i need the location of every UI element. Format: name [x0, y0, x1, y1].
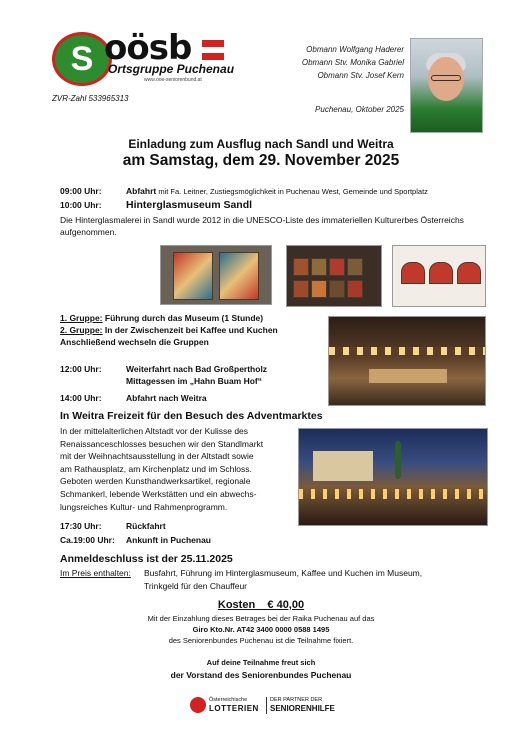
group-1: 1. Gruppe: Führung durch das Museum (1 Stunde): [60, 313, 264, 323]
included-items-2: Trinkgeld für den Chauffeur: [144, 581, 248, 591]
seniorenbund-logo-emblem: [52, 32, 112, 86]
austria-flag-icon: [202, 40, 224, 60]
arrival-puchenau: Ankunft in Puchenau: [126, 535, 211, 545]
logo-wordmark: oösb: [104, 28, 192, 68]
photo-advent-market: [298, 428, 488, 526]
registration-deadline: Anmeldeschluss ist der 25.11.2025: [60, 553, 233, 565]
onward-journey: Weiterfahrt nach Bad Großpertholz: [126, 364, 268, 374]
photo-museum-wall: [286, 245, 382, 307]
museum-heading: Hinterglasmuseum Sandl: [126, 199, 253, 211]
obmann-photo: [410, 38, 483, 133]
obmann-line-2: Obmann Stv. Monika Gabriel: [301, 58, 404, 67]
closing-line-2: der Vorstand des Seniorenbundes Puchenau: [170, 670, 352, 680]
photo-restaurant-hall: [328, 316, 486, 406]
invitation-date: am Samstag, dem 29. November 2025: [122, 152, 400, 169]
departure-line: Abfahrt mit Fa. Leitner, Zustiegsmöglichkeit in Puchenau West, Gemeinde und Sportplatz: [126, 186, 428, 196]
logo-url: www.ooe-seniorenbund.at: [144, 77, 202, 83]
advent-description: In der mittelalterlichen Altstadt vor der Kulisse des Renaissanceschlosses besuchen wir den Standlmarkt mit der Weihnachtsausstellung in der Altstadt sowie am Rathausplatz, am Kirchenplatz und im Schloss. Geboten werden Kunsthandwerksartikel, regionale Schmankerl, lebende Werkstätten und ein abwechs- lungsreiches Kultur- und Rahmenprogramm.: [60, 426, 264, 512]
photo-painted-panels: [392, 245, 486, 307]
departure-weitra: Abfahrt nach Weitra: [126, 393, 207, 403]
groups-switch: Anschließend wechseln die Gruppen: [60, 337, 209, 347]
footer-divider: [266, 697, 267, 714]
time-1900: Ca.19:00 Uhr:: [60, 535, 115, 545]
closing-line-1: Auf deine Teilnahme freut sich: [206, 658, 316, 667]
seniorenhilfe-label: SENIORENHILFE: [270, 704, 335, 713]
photo-hinterglas-paintings: [160, 245, 272, 305]
advent-heading: In Weitra Freizeit für den Besuch des Adventmarktes: [60, 410, 323, 422]
time-1730: 17:30 Uhr:: [60, 521, 102, 531]
time-1000: 10:00 Uhr:: [60, 200, 102, 210]
lotterien-name: LOTTERIEN: [209, 704, 259, 713]
return-trip: Rückfahrt: [126, 521, 166, 531]
logo-initial: S: [70, 40, 94, 78]
included-label: Im Preis enthalten:: [60, 568, 131, 578]
obmann-line-1: Obmann Wolfgang Haderer: [306, 45, 404, 54]
zvr-number: ZVR-Zahl 533965313: [52, 94, 129, 103]
partner-label: DER PARTNER DER: [270, 697, 323, 703]
time-1200: 12:00 Uhr:: [60, 364, 102, 374]
time-1400: 14:00 Uhr:: [60, 393, 102, 403]
lotterien-top-left: Österreichische: [209, 697, 248, 703]
bank-account: Giro Kto.Nr. AT42 3400 0000 0588 1495: [192, 625, 330, 634]
group-2: 2. Gruppe: In der Zwischenzeit bei Kaffee und Kuchen: [60, 325, 278, 335]
time-0900: 09:00 Uhr:: [60, 186, 102, 196]
payment-line-3: des Seniorenbundes Puchenau ist die Teilnahme fixiert.: [168, 636, 354, 645]
obmann-line-3: Obmann Stv. Josef Kern: [317, 71, 404, 80]
cost: Kosten € 40,00: [217, 599, 305, 611]
payment-line-1: Mit der Einzahlung dieses Betrages bei der Raika Puchenau auf das: [147, 614, 375, 623]
place-date: Puchenau, Oktober 2025: [315, 105, 404, 114]
lotterien-logo-icon: [190, 697, 206, 713]
lunch: Mittagessen im „Hahn Buam Hof“: [126, 376, 263, 386]
logo-subtitle: Ortsgruppe Puchenau: [108, 62, 235, 76]
included-items: Busfahrt, Führung im Hinterglasmuseum, Kaffee und Kuchen im Museum,: [144, 568, 423, 578]
museum-description: Die Hinterglasmalerei in Sandl wurde 2012 in die UNESCO-Liste des immateriellen Kulturerbes Österreichs aufgenommen.: [60, 215, 464, 237]
invitation-title: Einladung zum Ausflug nach Sandl und Weitra: [128, 137, 394, 151]
